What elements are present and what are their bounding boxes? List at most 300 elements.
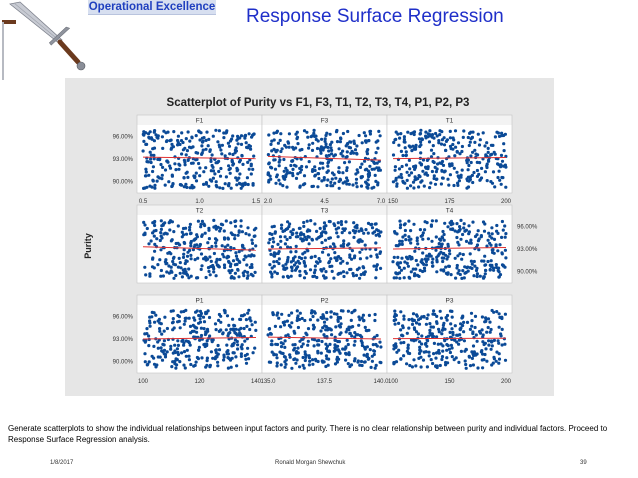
data-point <box>435 315 438 318</box>
data-point <box>316 350 319 353</box>
data-point <box>249 255 252 258</box>
data-point <box>288 132 291 135</box>
data-point <box>438 133 441 136</box>
data-point <box>169 345 172 348</box>
data-point <box>281 147 284 150</box>
data-point <box>449 173 452 176</box>
data-point <box>286 275 289 278</box>
data-point <box>375 268 378 271</box>
data-point <box>292 259 295 262</box>
data-point <box>320 316 323 319</box>
data-point <box>367 173 370 176</box>
data-point <box>438 352 441 355</box>
data-point <box>236 269 239 272</box>
data-point <box>252 155 255 158</box>
data-point <box>443 339 446 342</box>
data-point <box>336 256 339 259</box>
data-point <box>462 321 465 324</box>
data-point <box>348 365 351 368</box>
data-point <box>428 354 431 357</box>
data-point <box>327 169 330 172</box>
data-point <box>484 269 487 272</box>
data-point <box>413 326 416 329</box>
data-point <box>478 143 481 146</box>
scatter-panel-t3 <box>262 205 387 283</box>
data-point <box>314 169 317 172</box>
data-point <box>341 309 344 312</box>
data-point <box>326 178 329 181</box>
data-point <box>145 327 148 330</box>
data-point <box>277 252 280 255</box>
data-point <box>354 148 357 151</box>
data-point <box>484 347 487 350</box>
data-point <box>443 222 446 225</box>
data-point <box>307 147 310 150</box>
data-point <box>454 257 457 260</box>
data-point <box>288 146 291 149</box>
panel-title: T1 <box>445 117 454 125</box>
data-point <box>357 315 360 318</box>
data-point <box>293 264 296 267</box>
data-point <box>379 250 382 253</box>
data-point <box>298 365 301 368</box>
x-tick-label: 7.0 <box>376 199 386 205</box>
data-point <box>346 262 349 265</box>
data-point <box>348 183 351 186</box>
data-point <box>215 274 218 277</box>
data-point <box>177 168 180 171</box>
data-point <box>147 136 150 139</box>
data-point <box>501 220 504 223</box>
data-point <box>472 344 475 347</box>
y-axis-label: Purity <box>83 233 93 259</box>
data-point <box>211 166 214 169</box>
data-point <box>228 331 231 334</box>
data-point <box>350 311 353 314</box>
x-tick-label: 140 <box>250 379 262 385</box>
data-point <box>237 275 240 278</box>
data-point <box>210 260 213 263</box>
data-point <box>372 343 375 346</box>
data-point <box>412 186 415 189</box>
data-point <box>400 269 403 272</box>
data-point <box>349 332 352 335</box>
data-point <box>372 265 375 268</box>
data-point <box>379 361 382 364</box>
data-point <box>282 268 285 271</box>
x-tick-label: 135.0 <box>260 379 276 385</box>
data-point <box>451 355 454 358</box>
data-point <box>360 227 363 230</box>
data-point <box>325 354 328 357</box>
data-point <box>340 244 343 247</box>
data-point <box>226 349 229 352</box>
data-point <box>378 234 381 237</box>
data-point <box>413 168 416 171</box>
data-point <box>410 256 413 259</box>
data-point <box>502 229 505 232</box>
data-point <box>399 223 402 226</box>
data-point <box>490 264 493 267</box>
data-point <box>215 259 218 262</box>
data-point <box>354 172 357 175</box>
data-point <box>451 222 454 225</box>
data-point <box>490 144 493 147</box>
data-point <box>207 144 210 147</box>
data-point <box>272 237 275 240</box>
data-point <box>497 342 500 345</box>
data-point <box>422 359 425 362</box>
data-point <box>364 181 367 184</box>
data-point <box>472 274 475 277</box>
data-point <box>171 238 174 241</box>
data-point <box>300 257 303 260</box>
data-point <box>185 233 188 236</box>
data-point <box>314 255 317 258</box>
data-point <box>232 259 235 262</box>
x-tick-label: 100 <box>137 379 149 385</box>
data-point <box>343 161 346 164</box>
data-point <box>504 166 507 169</box>
data-point <box>240 219 243 222</box>
data-point <box>362 271 365 274</box>
data-point <box>393 310 396 313</box>
scatter-panel-t1 <box>387 115 512 205</box>
data-point <box>323 360 326 363</box>
data-point <box>417 318 420 321</box>
data-point <box>347 310 350 313</box>
data-point <box>375 151 378 154</box>
data-point <box>293 357 296 360</box>
data-point <box>364 168 367 171</box>
data-point <box>484 272 487 275</box>
data-point <box>471 263 474 266</box>
data-point <box>225 219 228 222</box>
data-point <box>367 358 370 361</box>
data-point <box>143 223 146 226</box>
data-point <box>419 140 422 143</box>
data-point <box>172 321 175 324</box>
data-point <box>490 348 493 351</box>
data-point <box>254 244 257 247</box>
data-point <box>250 172 253 175</box>
data-point <box>234 219 237 222</box>
data-point <box>299 274 302 277</box>
data-point <box>451 331 454 334</box>
data-point <box>154 314 157 317</box>
data-point <box>227 164 230 167</box>
data-point <box>418 175 421 178</box>
data-point <box>405 163 408 166</box>
data-point <box>180 131 183 134</box>
data-point <box>311 238 314 241</box>
data-point <box>226 334 229 337</box>
data-point <box>251 168 254 171</box>
data-point <box>358 318 361 321</box>
data-point <box>248 316 251 319</box>
data-point <box>284 366 287 369</box>
data-point <box>466 321 469 324</box>
data-point <box>224 311 227 314</box>
data-point <box>153 131 156 134</box>
data-point <box>404 238 407 241</box>
data-point <box>250 239 253 242</box>
data-point <box>219 167 222 170</box>
data-point <box>160 219 163 222</box>
data-point <box>496 249 499 252</box>
data-point <box>460 258 463 261</box>
data-point <box>171 328 174 331</box>
data-point <box>469 364 472 367</box>
data-point <box>415 178 418 181</box>
data-point <box>194 258 197 261</box>
data-point <box>200 252 203 255</box>
data-point <box>208 255 211 258</box>
data-point <box>228 357 231 360</box>
data-point <box>465 271 468 274</box>
data-point <box>231 163 234 166</box>
data-point <box>367 183 370 186</box>
data-point <box>198 166 201 169</box>
data-point <box>174 351 177 354</box>
data-point <box>238 334 241 337</box>
data-point <box>435 351 438 354</box>
data-point <box>481 358 484 361</box>
data-point <box>476 169 479 172</box>
data-point <box>360 176 363 179</box>
data-point <box>191 186 194 189</box>
data-point <box>358 134 361 137</box>
data-point <box>214 237 217 240</box>
x-tick-label: 4.5 <box>320 199 329 205</box>
data-point <box>239 183 242 186</box>
data-point <box>393 256 396 259</box>
data-point <box>364 326 367 329</box>
data-point <box>218 186 221 189</box>
data-point <box>238 261 241 264</box>
data-point <box>187 267 190 270</box>
data-point <box>305 165 308 168</box>
data-point <box>325 184 328 187</box>
data-point <box>425 167 428 170</box>
data-point <box>407 235 410 238</box>
data-point <box>404 229 407 232</box>
data-point <box>378 341 381 344</box>
data-point <box>194 364 197 367</box>
data-point <box>209 364 212 367</box>
data-point <box>161 174 164 177</box>
data-point <box>338 350 341 353</box>
data-point <box>229 139 232 142</box>
panel-title: P3 <box>445 297 454 305</box>
panel-title: T2 <box>195 207 204 215</box>
data-point <box>251 323 254 326</box>
data-point <box>161 135 164 138</box>
data-point <box>498 312 501 315</box>
data-point <box>430 223 433 226</box>
data-point <box>318 167 321 170</box>
data-point <box>180 351 183 354</box>
data-point <box>345 144 348 147</box>
data-point <box>286 220 289 223</box>
data-point <box>455 236 458 239</box>
data-point <box>153 224 156 227</box>
data-point <box>426 221 429 224</box>
data-point <box>395 360 398 363</box>
data-point <box>217 344 220 347</box>
data-point <box>504 359 507 362</box>
data-point <box>457 243 460 246</box>
data-point <box>469 239 472 242</box>
data-point <box>279 132 282 135</box>
data-point <box>462 136 465 139</box>
data-point <box>212 267 215 270</box>
data-point <box>204 311 207 314</box>
data-point <box>313 275 316 278</box>
footer-page-number: 39 <box>580 460 587 466</box>
data-point <box>282 342 285 345</box>
data-point <box>253 234 256 237</box>
data-point <box>287 314 290 317</box>
data-point <box>148 275 151 278</box>
data-point <box>235 183 238 186</box>
data-point <box>445 140 448 143</box>
data-point <box>267 241 270 244</box>
data-point <box>170 271 173 274</box>
data-point <box>470 161 473 164</box>
data-point <box>460 316 463 319</box>
data-point <box>215 328 218 331</box>
data-point <box>195 179 198 182</box>
data-point <box>467 159 470 162</box>
data-point <box>319 162 322 165</box>
data-point <box>269 361 272 364</box>
data-point <box>298 262 301 265</box>
data-point <box>431 261 434 264</box>
data-point <box>407 344 410 347</box>
data-point <box>207 185 210 188</box>
data-point <box>400 257 403 260</box>
data-point <box>308 356 311 359</box>
data-point <box>443 143 446 146</box>
data-point <box>190 257 193 260</box>
data-point <box>414 364 417 367</box>
data-point <box>275 356 278 359</box>
data-point <box>431 362 434 365</box>
data-point <box>206 339 209 342</box>
data-point <box>481 328 484 331</box>
data-point <box>223 236 226 239</box>
data-point <box>504 256 507 259</box>
data-point <box>317 343 320 346</box>
data-point <box>294 343 297 346</box>
data-point <box>395 131 398 134</box>
data-point <box>173 344 176 347</box>
data-point <box>306 235 309 238</box>
data-point <box>316 319 319 322</box>
data-point <box>280 227 283 230</box>
data-point <box>228 152 231 155</box>
data-point <box>444 170 447 173</box>
data-point <box>151 170 154 173</box>
data-point <box>182 227 185 230</box>
data-point <box>243 340 246 343</box>
data-point <box>446 178 449 181</box>
data-point <box>158 258 161 261</box>
data-point <box>427 351 430 354</box>
data-point <box>241 230 244 233</box>
data-point <box>435 320 438 323</box>
data-point <box>178 243 181 246</box>
data-point <box>246 353 249 356</box>
data-point <box>483 255 486 258</box>
data-point <box>146 363 149 366</box>
data-point <box>441 236 444 239</box>
data-point <box>476 366 479 369</box>
data-point <box>159 248 162 251</box>
data-point <box>143 232 146 235</box>
data-point <box>269 143 272 146</box>
data-point <box>400 176 403 179</box>
data-point <box>374 313 377 316</box>
data-point <box>344 359 347 362</box>
data-point <box>152 154 155 157</box>
data-point <box>182 271 185 274</box>
data-point <box>409 229 412 232</box>
data-point <box>221 244 224 247</box>
data-point <box>471 136 474 139</box>
data-point <box>468 355 471 358</box>
data-point <box>308 160 311 163</box>
data-point <box>353 142 356 145</box>
data-point <box>374 241 377 244</box>
data-point <box>196 152 199 155</box>
data-point <box>370 366 373 369</box>
data-point <box>337 166 340 169</box>
data-point <box>274 168 277 171</box>
data-point <box>296 309 299 312</box>
data-point <box>149 325 152 328</box>
data-point <box>151 231 154 234</box>
data-point <box>411 319 414 322</box>
data-point <box>371 168 374 171</box>
data-point <box>222 331 225 334</box>
data-point <box>473 260 476 263</box>
data-point <box>153 147 156 150</box>
data-point <box>448 249 451 252</box>
data-point <box>143 266 146 269</box>
data-point <box>196 235 199 238</box>
data-point <box>204 166 207 169</box>
data-point <box>238 172 241 175</box>
data-point <box>440 332 443 335</box>
data-point <box>413 148 416 151</box>
data-point <box>234 251 237 254</box>
data-point <box>400 150 403 153</box>
data-point <box>316 185 319 188</box>
data-point <box>219 148 222 151</box>
data-point <box>248 168 251 171</box>
data-point <box>166 161 169 164</box>
data-point <box>178 360 181 363</box>
data-point <box>319 329 322 332</box>
data-point <box>227 324 230 327</box>
data-point <box>188 140 191 143</box>
data-point <box>235 263 238 266</box>
data-point <box>308 143 311 146</box>
data-point <box>267 133 270 136</box>
data-point <box>271 351 274 354</box>
